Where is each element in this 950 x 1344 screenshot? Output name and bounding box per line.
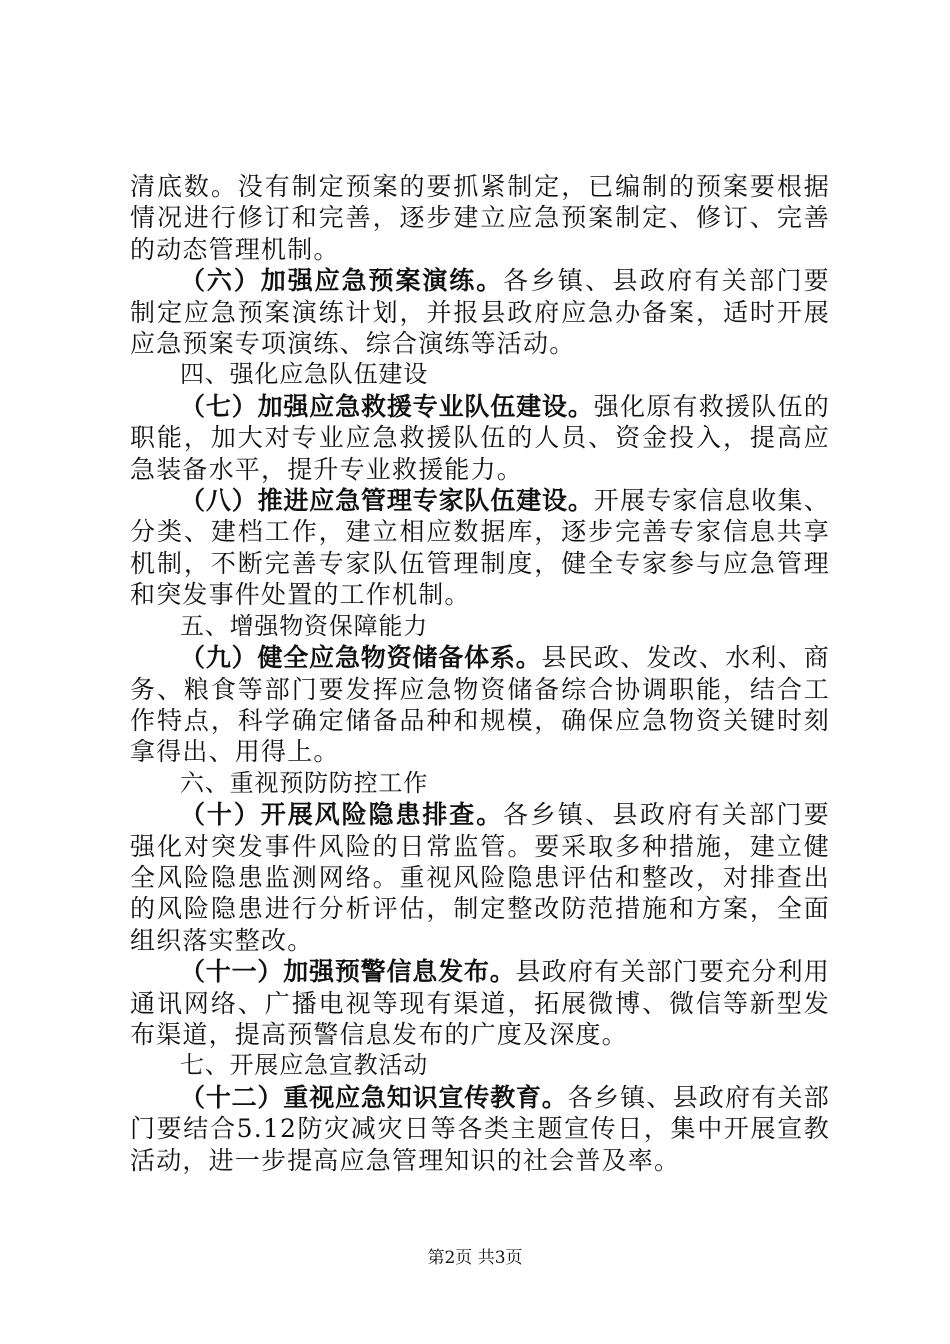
item-6-body: 各乡镇、县政府有关部门要制定应急预案演练计划，并报县政府应急办备案，适时开展应急预案专项演练、综合演练等活动。 — [130, 266, 831, 359]
item-6-lead: （六）加强应急预案演练。 — [180, 266, 504, 296]
paragraph-item-8 — [130, 485, 830, 611]
section-heading-7: 七、开展应急宣教活动 — [180, 1051, 428, 1080]
item-12-lead: （十二）重视应急知识宣传教育。 — [180, 1082, 568, 1112]
item-10-lead: （十）开展风险隐患排查。 — [180, 800, 504, 830]
item-11-lead: （十一）加强预警信息发布。 — [180, 957, 516, 987]
paragraph-continuation: 清底数。没有制定预案的要抓紧制定，已编制的预案要根据情况进行修订和完善，逐步建立应急预案制定、修订、完善的动态管理机制。 — [130, 172, 830, 264]
paragraph-item-9 — [130, 642, 830, 768]
paragraph-item-11 — [130, 956, 830, 1050]
item-11-body: 县政府有关部门要充分利用通讯网络、广播电视等现有渠道，拓展微博、微信等新型发布渠道，提高预警信息发布的广度及深度。 — [130, 957, 831, 1049]
paragraph-item-12 — [130, 1082, 830, 1176]
section-heading-6: 六、重视预防防控工作 — [180, 768, 428, 797]
item-7-body: 强化原有救援队伍的职能，加大对专业应急救援队伍的人员、资金投入，提高应急装备水平，提升专业救援能力。 — [130, 391, 830, 484]
item-12-body: 各乡镇、县政府有关部门要结合5.12防灾减灾日等各类主题宣传日，集中开展宣教活动，进一步提高应急管理知识的社会普及率。 — [130, 1082, 830, 1175]
section-heading-4: 四、强化应急队伍建设 — [180, 360, 428, 389]
item-10-body: 各乡镇、县政府有关部门要强化对突发事件风险的日常监管。要采取多种措施，建立健全风险隐患监测网络。重视风险隐患评估和整改，对排查出的风险隐患进行分析评估，制定整改防范措施和方案，全面组织落实整改。 — [130, 800, 831, 955]
paragraph-item-10 — [130, 799, 830, 956]
document-body — [130, 171, 830, 1176]
paragraph-item-6 — [130, 265, 830, 359]
item-8-body: 开展专家信息收集、分类、建档工作，建立相应数据库，逐步完善专家信息共享机制，不断完善专家队伍管理制度，健全专家参与应急管理和突发事件处置的工作机制。 — [130, 486, 830, 610]
paragraph-item-7 — [130, 391, 830, 485]
item-9-lead: （九）健全应急物资储备体系。 — [180, 643, 542, 673]
page-footer: 第2页 共3页 — [427, 1248, 523, 1268]
section-heading-5: 五、增强物资保障能力 — [180, 611, 428, 640]
item-7-lead: （七）加强应急救援专业队伍建设。 — [180, 391, 594, 421]
item-9-body: 县民政、发改、水利、商务、粮食等部门要发挥应急物资储备综合协调职能，结合工作特点，科学确定储备品种和规模，确保应急物资关键时刻拿得出、用得上。 — [130, 643, 831, 767]
item-8-lead: （八）推进应急管理专家队伍建设。 — [180, 486, 594, 516]
